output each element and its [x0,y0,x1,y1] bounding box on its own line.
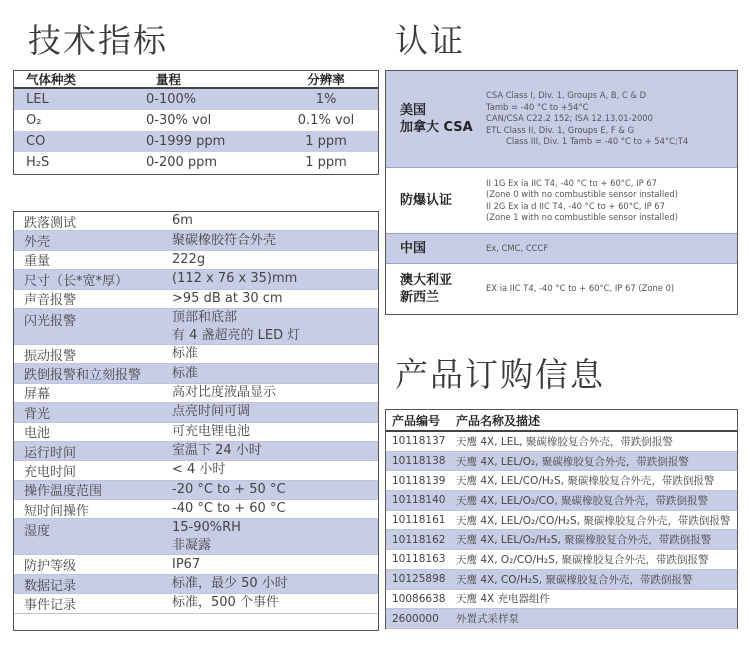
specs-heading: 技术指标 [28,21,168,60]
spec-value [172,290,378,308]
product-desc: 天鹰 4X, LEL/O₂, 聚碳橡胶复合外壳，带跌倒报警 [456,455,689,468]
desc-header: 产品名称及描述 [456,413,541,428]
product-code: 2600000 [392,612,439,625]
cert-label [386,192,486,209]
gas-name: H₂S [26,155,50,170]
cert-detail [486,283,737,295]
spec-value [172,403,378,421]
cert-detail-line: II 1G Ex ia IIC T4, -40 °C to + 60°C, IP 67 [486,177,657,188]
order-row [386,609,737,629]
spec-label: 操作温度范围 [24,484,103,500]
spec-value-line: 点亮时间可调 [172,404,251,420]
spec-value [172,500,378,518]
certification-table [385,70,738,315]
spec-value-line: 非凝露 [172,538,212,554]
spec-value-line: 标准，500 个事件 [172,595,279,611]
order-row [386,432,737,452]
spec-row [14,270,378,289]
cert-label [386,272,486,306]
spec-row [14,461,378,480]
code-header: 产品编号 [392,413,441,428]
spec-value-line: 有 4 盏超亮的 LED 灯 [172,327,301,343]
spec-value-line: 15-90%RH [172,520,241,536]
cert-row [386,234,737,264]
gas-resolution: 1 ppm [305,134,347,149]
spec-row [14,251,378,270]
product-desc: 天鹰 4X 充电器组件 [456,593,551,606]
gas-range: 0-1999 ppm [146,134,226,149]
spec-row [14,442,378,461]
cert-label-line: 澳大利亚 [400,273,453,288]
cert-detail-line: CSA Class I, Div. 1, Groups A, B, C & D [486,90,647,101]
spec-value [172,442,378,460]
cert-label-line: 中国 [400,241,427,256]
product-code: 10118163 [392,553,446,566]
spec-label: 运行时间 [24,445,77,461]
spec-value [172,423,378,441]
gas-resolution: 1% [315,92,337,107]
spec-row [14,309,378,345]
gas-row [14,110,378,131]
spec-row [14,575,378,594]
spec-value-line: >95 dB at 30 cm [172,290,283,306]
gas-table-header [14,71,378,89]
spec-value-line: 顶部和底部 [172,309,238,325]
spec-value-line: 标准 [172,365,199,381]
order-row [386,471,737,491]
spec-label: 尺寸（长*宽*厚） [24,273,129,289]
cert-label-line: 防爆认证 [400,193,453,208]
gas-range: 0-100% [146,92,197,107]
spec-row [14,231,378,250]
spec-value [172,556,378,574]
product-desc: 天鹰 4X, O₂/CO/H₂S, 聚碳橡胶复合外壳，带跌倒报警 [456,553,709,566]
product-desc: 外置式采样泵 [456,613,519,626]
spec-label: 充电时间 [24,465,77,480]
gas-resolution: 1 ppm [305,155,347,170]
cert-detail-line: Tamb = -40 °C to +54°C [486,101,589,112]
spec-label: 防护等级 [24,559,77,575]
spec-value [172,270,378,288]
spec-value-line: 聚碳橡胶符合外壳 [172,232,277,248]
spec-value-line: -40 °C to + 60 °C [172,501,286,517]
gas-resolution: 0.1% vol [297,113,355,128]
gas-row [14,152,378,173]
cert-detail-line: (Zone 1 with no combustible sensor installed) [486,212,678,222]
spec-row [14,384,378,403]
product-code: 10118139 [392,474,446,487]
product-desc: 天鹰 4X, LEL/O₂/CO/H₂S, 聚碳橡胶复合外壳，带跌倒报警 [456,514,731,527]
product-desc: 天鹰 4X, LEL/O₂/CO, 聚碳橡胶复合外壳，带跌倒报警 [456,494,709,507]
resolution-header: 分辨率 [307,72,345,87]
cert-detail-line: ETL Class II, Div. 1, Groups E, F & G [486,124,635,135]
spec-row [14,290,378,309]
spec-value-line: 222g [172,251,206,267]
spec-row [14,212,378,231]
spec-value [172,251,378,269]
spec-value-line: 标准 [172,346,199,362]
cert-label [386,240,486,257]
spec-value-line: -20 °C to + 50 °C [172,481,286,497]
spec-label: 电池 [24,426,51,442]
cert-label [386,102,486,136]
cert-detail-line: Ex, CMC, CCCF [486,242,549,253]
spec-label: 外壳 [24,235,51,251]
spec-label: 跌落测试 [24,215,77,231]
cert-detail [486,90,737,148]
product-code: 10118162 [392,533,446,546]
spec-value-line: 高对比度液晶显示 [172,384,277,400]
gas-row [14,131,378,152]
gas-range-table [13,70,379,175]
cert-detail-line: CAN/CSA C22.2 152; ISA 12.13.01-2000 [486,113,653,124]
spec-value [172,345,378,363]
spec-value-line: 6m [172,213,193,229]
cert-row [386,71,737,168]
order-row [386,570,737,590]
spec-value [172,232,378,250]
product-desc: 天鹰 4X, CO/H₂S, 聚碳橡胶复合外壳，带跌倒报警 [456,573,693,586]
spec-row [14,481,378,500]
gas-range: 0-200 ppm [146,155,218,170]
spec-value [172,519,378,555]
cert-detail [486,178,737,224]
spec-table [13,211,379,631]
product-code: 10118137 [392,435,446,448]
cert-label-line: 美国 [400,103,427,118]
cert-label-line: 新西兰 [400,290,440,305]
spec-value [172,309,378,345]
order-row [386,530,737,550]
spec-label: 声音报警 [24,293,77,309]
spec-value-line: 标准，最少 50 小时 [172,576,288,592]
spec-value [172,365,378,383]
gas-type-header: 气体种类 [26,72,77,87]
spec-value [172,594,378,612]
spec-label: 跌倒报警和立刻报警 [24,368,142,384]
cert-detail-line: EX ia IIC T4, -40 °C to + 60°C, IP 67 (Zone 0) [486,283,675,294]
range-header: 量程 [156,72,182,87]
spec-label: 湿度 [24,524,51,540]
cert-detail-line: (Zone 0 with no combustible sensor installed) [486,189,678,199]
gas-row [14,89,378,110]
product-code: 10118140 [392,494,446,507]
cert-detail [486,243,737,255]
spec-label: 屏幕 [24,387,51,403]
spec-label: 数据记录 [24,578,77,594]
spec-value-line: < 4 小时 [172,462,226,478]
spec-label: 背光 [24,406,51,422]
spec-value [172,384,378,402]
spec-value [172,481,378,499]
cert-detail-line: II 2G Ex ia d IIC T4, -40 °C to + 60°C, IP 67 [486,200,665,211]
order-row [386,590,737,610]
order-heading: 产品订购信息 [395,355,605,394]
spec-value-line: IP67 [172,556,201,572]
spec-value [172,461,378,479]
spec-row [14,555,378,574]
spec-row [14,345,378,364]
spec-label: 闪光报警 [24,313,77,329]
cert-row [386,168,737,234]
cert-detail-line: Class III, Div. 1 Tamb = -40 °C to + 54°C;T4 [506,136,689,147]
spec-row [14,423,378,442]
spec-label: 短时间操作 [24,503,90,519]
product-code: 10118138 [392,455,446,468]
spec-label: 事件记录 [24,597,77,613]
gas-range: 0-30% vol [146,113,212,128]
order-row [386,491,737,511]
order-table-header [386,410,737,432]
gas-name: O₂ [26,113,42,128]
spec-label: 振动报警 [24,348,77,364]
order-row [386,550,737,570]
order-table [385,409,738,629]
product-desc: 天鹰 4X, LEL, 聚碳橡胶复合外壳，带跌倒报警 [456,435,673,448]
cert-label-line: 加拿大 CSA [400,120,473,135]
spec-label: 重量 [24,254,51,270]
gas-name: CO [26,134,46,149]
product-code: 10086638 [392,592,446,605]
spec-value-line: 可充电锂电池 [172,423,251,439]
product-desc: 天鹰 4X, LEL/O₂/H₂S, 聚碳橡胶复合外壳，带跌倒报警 [456,534,712,547]
product-desc: 天鹰 4X, LEL/CO/H₂S, 聚碳橡胶复合外壳，带跌倒报警 [456,475,715,488]
spec-row [14,519,378,555]
product-code: 10125898 [392,573,446,586]
spec-value-line: (112 x 76 x 35)mm [172,271,298,287]
spec-value [172,212,378,230]
cert-heading: 认证 [395,21,465,60]
gas-name: LEL [26,92,49,107]
spec-value-line: 室温下 24 小时 [172,443,262,459]
spec-row [14,500,378,519]
spec-row [14,364,378,383]
cert-row [386,264,737,314]
spec-row [14,403,378,422]
product-code: 10118161 [392,514,446,527]
spec-value [172,575,378,593]
spec-row [14,594,378,613]
order-row [386,511,737,531]
order-row [386,452,737,472]
